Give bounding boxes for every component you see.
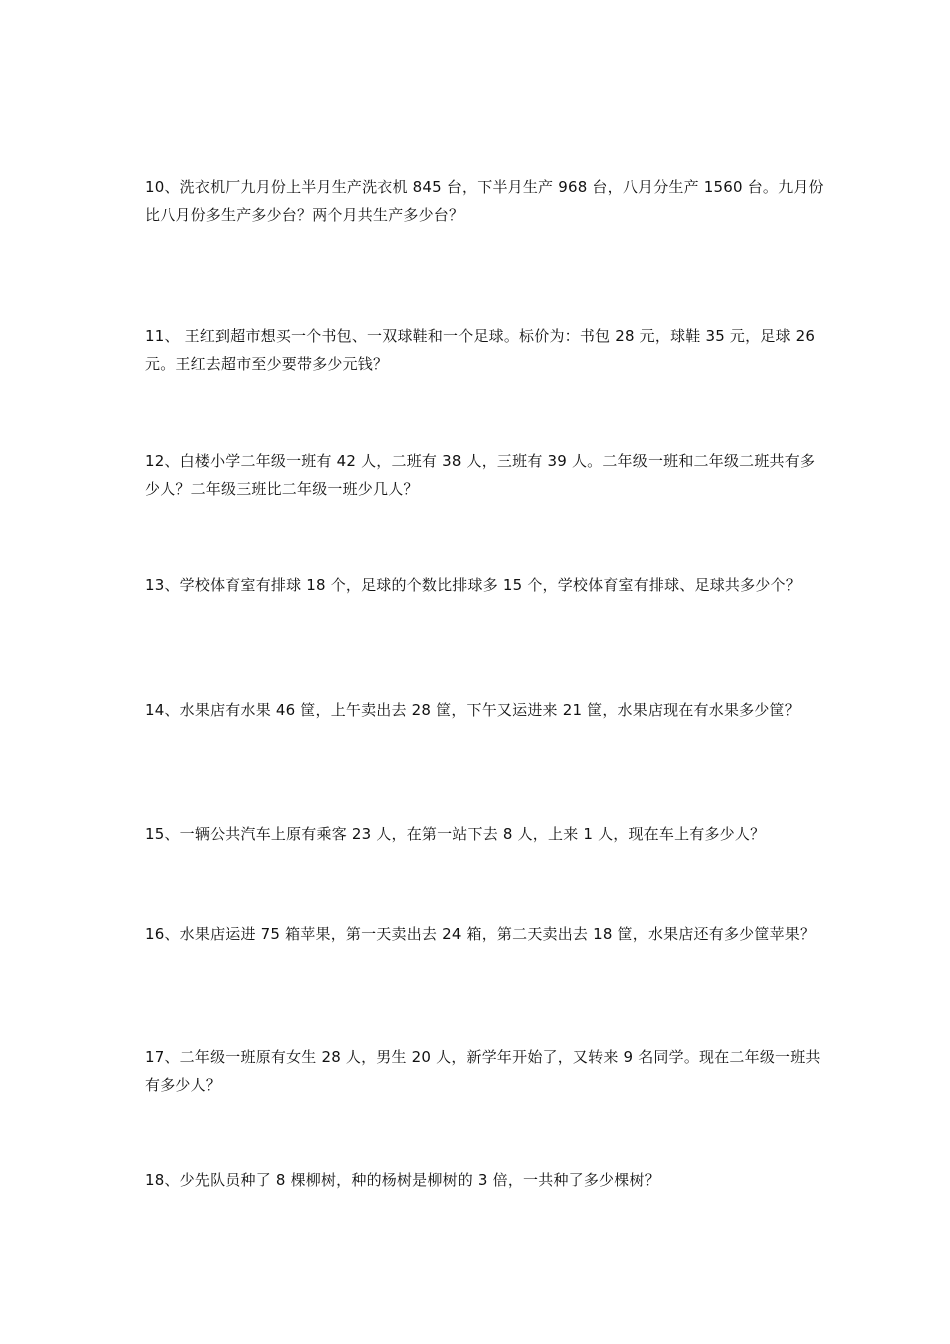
problem-10: 10、洗衣机厂九月份上半月生产洗衣机 845 台，下半月生产 968 台，八月分生产 1560 台。九月份比八月份多生产多少台？两个月共生产多少台？ (145, 178, 824, 224)
problem-11: 11、 王红到超市想买一个书包、一双球鞋和一个足球。标价为：书包 28 元，球鞋 35 元，足球 26 元。王红去超市至少要带多少元钱？ (145, 327, 816, 373)
problem-16: 16、水果店运进 75 箱苹果，第一天卖出去 24 箱，第二天卖出去 18 筐，水果店还有多少筐苹果？ (145, 925, 816, 943)
problem-18: 18、少先队员种了 8 棵柳树，种的杨树是柳树的 3 倍，一共种了多少棵树？ (145, 1171, 660, 1189)
problem-12: 12、白楼小学二年级一班有 42 人，二班有 38 人，三班有 39 人。二年级一班和二年级二班共有多少人？二年级三班比二年级一班少几人？ (145, 452, 816, 498)
problem-14: 14、水果店有水果 46 筐，上午卖出去 28 筐，下午又运进来 21 筐，水果店现在有水果多少筐？ (145, 701, 800, 719)
problem-13: 13、学校体育室有排球 18 个，足球的个数比排球多 15 个，学校体育室有排球、足球共多少个？ (145, 576, 801, 594)
problem-15: 15、一辆公共汽车上原有乘客 23 人，在第一站下去 8 人，上来 1 人，现在车上有多少人？ (145, 825, 766, 843)
problem-17: 17、二年级一班原有女生 28 人，男生 20 人，新学年开始了，又转来 9 名同学。现在二年级一班共有多少人？ (145, 1048, 821, 1094)
